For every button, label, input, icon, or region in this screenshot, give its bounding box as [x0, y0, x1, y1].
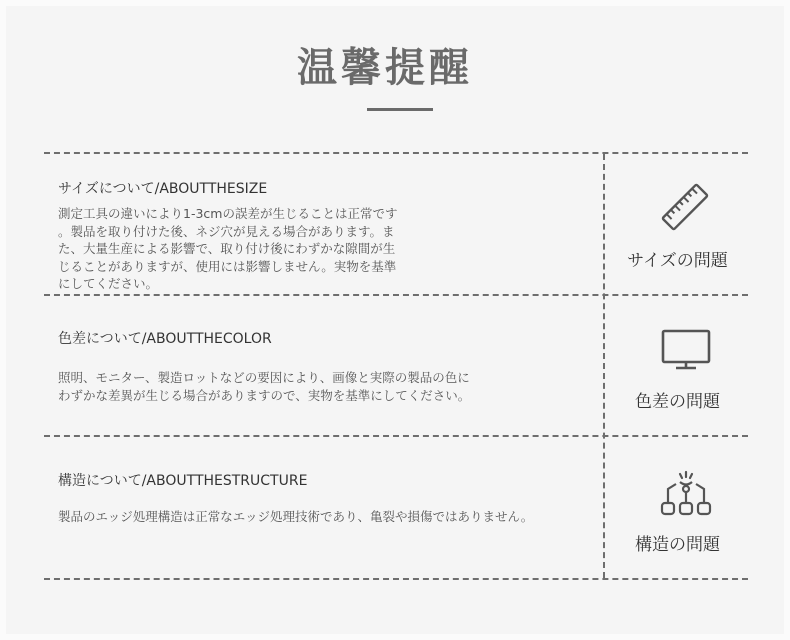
- divider-1: [44, 294, 748, 296]
- divider-top: [44, 152, 748, 154]
- divider-bottom: [44, 578, 748, 580]
- size-heading: サイズについて/ABOUTTHESIZE: [58, 181, 268, 197]
- structure-heading: 構造について/ABOUTTHESTRUCTURE: [58, 473, 308, 489]
- size-description-line: 。製品を取り付けた後、ネジ穴が見える場合があります。ま: [58, 223, 395, 239]
- ruler-icon: [658, 180, 712, 234]
- title-underline: [367, 108, 433, 111]
- structure-icon: [660, 470, 712, 516]
- structure-issue-label: 構造の問題: [635, 535, 720, 555]
- size-description: [58, 205, 397, 293]
- page-title: 温馨提醒: [297, 45, 473, 91]
- color-description-line: わずかな差異が生じる場合がありますので、実物を基準にしてください。: [58, 387, 471, 403]
- color-description: [58, 369, 470, 404]
- size-description-line: にしてください。: [58, 276, 159, 291]
- divider-2: [44, 435, 748, 437]
- structure-description: [58, 508, 533, 526]
- size-issue-label: サイズの問題: [627, 251, 728, 271]
- color-issue-label: 色差の問題: [635, 392, 720, 412]
- size-description-line: 測定工具の違いにより1-3cmの誤差が生じることは正常です: [58, 206, 398, 221]
- column-divider: [603, 154, 605, 578]
- size-description-line: た、大量生産による影響で、取り付け後にわずかな隙間が生: [58, 241, 396, 256]
- structure-description-line: 製品のエッジ処理構造は正常なエッジ処理技術であり、亀裂や損傷ではありません。: [58, 509, 534, 524]
- monitor-icon: [661, 328, 711, 372]
- size-description-line: じることがありますが、使用には影響しません。実物を基準: [58, 258, 397, 274]
- color-description-line: 照明、モニター、製造ロットなどの要因により、画像と実際の製品の色に: [58, 370, 470, 385]
- color-heading: 色差について/ABOUTTHECOLOR: [58, 331, 272, 347]
